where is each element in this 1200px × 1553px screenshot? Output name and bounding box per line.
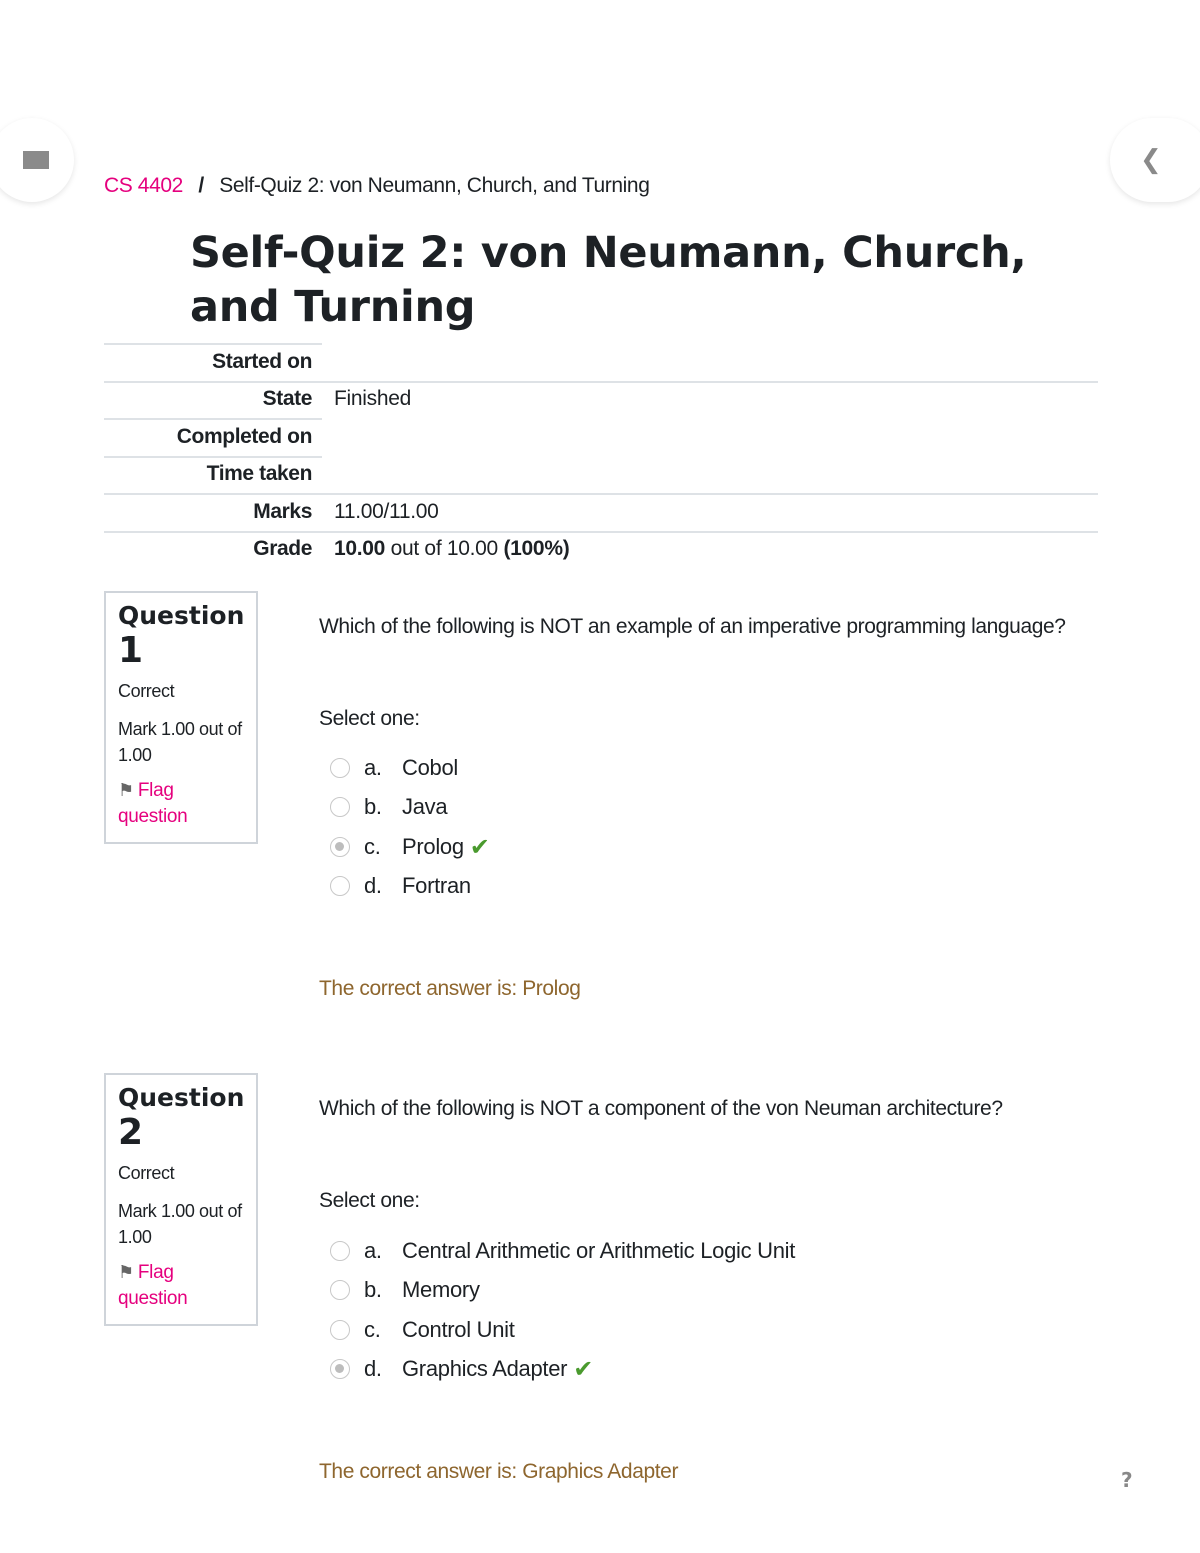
radio-button[interactable]	[330, 1280, 350, 1300]
right-drawer-toggle[interactable]	[1110, 118, 1200, 202]
summary-label: Marks	[253, 499, 312, 523]
flag-icon: ⚑	[118, 1262, 134, 1283]
radio-button[interactable]	[330, 1241, 350, 1261]
question-text-2: Which of the following is NOT a component of the von Neuman architecture?	[319, 1097, 1003, 1120]
answer-letter: a.	[364, 1237, 382, 1263]
select-one-prompt: Select one:	[319, 707, 420, 730]
summary-label: Completed on	[176, 424, 312, 448]
summary-label: Grade	[253, 537, 312, 561]
correct-answer-feedback-2: The correct answer is: Graphics Adapter	[319, 1460, 679, 1483]
breadcrumb-separator: /	[198, 174, 204, 197]
drawer-icon	[23, 151, 49, 169]
question-number: 1	[118, 630, 144, 671]
correct-answer-feedback-1: The correct answer is: Prolog	[319, 977, 581, 1000]
radio-button-selected[interactable]	[330, 1359, 350, 1379]
radio-button[interactable]	[330, 1320, 350, 1340]
grade-out-of: out of 10.00	[390, 537, 498, 561]
answer-option-b[interactable]	[330, 788, 490, 828]
question-label: Question	[118, 601, 245, 630]
answer-text: Memory	[402, 1277, 480, 1303]
question-info-1	[104, 591, 258, 844]
answer-letter: c.	[364, 833, 381, 859]
question-state: Correct	[118, 1163, 175, 1183]
summary-row-completed-on	[104, 418, 1098, 456]
question-state: Correct	[118, 681, 175, 701]
answer-text: Java	[402, 794, 448, 820]
answer-text: Cobol	[402, 754, 458, 780]
flag-question-label: Flag question	[118, 1262, 188, 1309]
answer-option-d[interactable]	[330, 1350, 795, 1390]
question-number: 2	[118, 1112, 144, 1153]
answer-letter: b.	[364, 794, 382, 820]
answer-letter: a.	[364, 754, 382, 780]
summary-label: State	[262, 387, 312, 411]
answer-text: Fortran	[402, 873, 471, 899]
flag-question-label: Flag question	[118, 780, 188, 827]
answer-letter: d.	[364, 873, 382, 899]
radio-button[interactable]	[330, 797, 350, 817]
question-info-2	[104, 1073, 258, 1326]
question-text-1: Which of the following is NOT an example of an imperative programming language?	[319, 615, 1066, 638]
summary-value: Finished	[334, 387, 411, 411]
question-mark: Mark 1.00 out of 1.00	[118, 1201, 242, 1247]
flag-question-link[interactable]	[118, 1260, 244, 1312]
answer-letter: b.	[364, 1277, 382, 1303]
answer-text: Prolog	[402, 833, 464, 859]
answer-text: Graphics Adapter	[402, 1356, 568, 1382]
summary-label: Started on	[212, 349, 312, 373]
breadcrumb-current: Self-Quiz 2: von Neumann, Church, and Turning	[219, 174, 650, 197]
breadcrumb	[104, 174, 650, 198]
answer-letter: c.	[364, 1316, 381, 1342]
question-label: Question	[118, 1083, 245, 1112]
summary-row-marks	[104, 493, 1098, 531]
radio-button-selected[interactable]	[330, 837, 350, 857]
chevron-left-icon: ❮	[1140, 145, 1162, 175]
summary-row-time-taken	[104, 456, 1098, 494]
answer-option-a[interactable]	[330, 1231, 795, 1271]
summary-row-grade	[104, 531, 1098, 569]
flag-question-link[interactable]	[118, 778, 244, 830]
question-mark: Mark 1.00 out of 1.00	[118, 719, 242, 765]
grade-percent: (100%)	[503, 537, 570, 561]
answer-text: Control Unit	[402, 1316, 515, 1342]
summary-grade-value	[334, 537, 569, 561]
page-title: Self-Quiz 2: von Neumann, Church, and Turning	[190, 228, 1027, 332]
check-icon: ✔	[573, 1355, 593, 1384]
summary-row-state	[104, 381, 1098, 419]
answer-option-d[interactable]	[330, 867, 490, 907]
answer-option-a[interactable]	[330, 748, 490, 788]
summary-label: Time taken	[206, 462, 312, 486]
answer-option-b[interactable]	[330, 1271, 795, 1311]
grade-score: 10.00	[334, 537, 386, 561]
answer-option-c[interactable]	[330, 1310, 795, 1350]
flag-icon: ⚑	[118, 780, 134, 801]
quiz-summary-table	[104, 343, 1098, 568]
summary-row-started-on	[104, 343, 1098, 381]
breadcrumb-course-link[interactable]: CS 4402	[104, 174, 183, 197]
select-one-prompt: Select one:	[319, 1189, 420, 1212]
left-drawer-toggle[interactable]	[0, 118, 74, 202]
radio-button[interactable]	[330, 758, 350, 778]
radio-button[interactable]	[330, 876, 350, 896]
answer-list-2	[330, 1231, 795, 1389]
answer-option-c[interactable]	[330, 827, 490, 867]
summary-value: 11.00/11.00	[334, 499, 439, 523]
question-mark-icon[interactable]: ?	[1121, 1468, 1133, 1492]
answer-letter: d.	[364, 1356, 382, 1382]
answer-text: Central Arithmetic or Arithmetic Logic Unit	[402, 1237, 796, 1263]
check-icon: ✔	[469, 832, 490, 861]
answer-list-1	[330, 748, 490, 906]
